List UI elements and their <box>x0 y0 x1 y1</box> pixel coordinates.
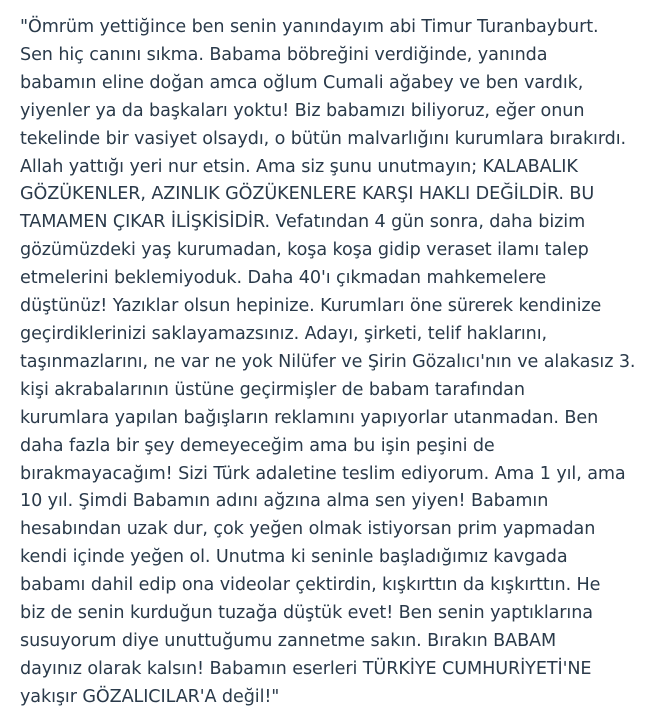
text-line: yiyenler ya da başkaları yoktu! Biz babamızı biliyoruz, eğer onun <box>20 100 585 121</box>
text-line: tekelinde bir vasiyet olsaydı, o bütün malvarlığını kurumlara bırakırdı. <box>20 128 627 149</box>
text-line: dayınız olarak kalsın! Babamın eserleri TÜRKİYE CUMHURİYETİ'NE <box>20 658 592 679</box>
text-line: geçirdiklerinizi saklayamazsınız. Adayı, şirketi, telif haklarını, <box>20 323 548 344</box>
text-line: Sen hiç canını sıkma. Babama böbreğini verdiğinde, yanında <box>20 44 548 65</box>
text-line: GÖZÜKENLER, AZINLIK GÖZÜKENLERE KARŞI HAKLI DEĞİLDİR. BU <box>20 184 595 205</box>
text-line: gözümüzdeki yaş kurumadan, koşa koşa gidip veraset ilamı talep <box>20 240 589 261</box>
text-line: babamı dahil edip ona videolar çektirdin, kışkırttın da kışkırttın. He <box>20 575 601 596</box>
text-line: "Ömrüm yettiğince ben senin yanındayım abi Timur Turanbayburt. <box>20 17 599 37</box>
text-line: susuyorum diye unuttuğumu zannetme sakın. Bırakın BABAM <box>20 630 557 651</box>
text-line: düştünüz! Yazıklar olsun hepinize. Kurumları öne sürerek kendinize <box>20 296 602 317</box>
text-line: taşınmazlarını, ne var ne yok Nilüfer ve Şirin Gözalıcı'nın ve alakasız 3. <box>20 351 636 372</box>
text-line: kişi akrabalarının üstüne geçirmişler de babam tarafından <box>20 379 525 400</box>
text-line: daha fazla bir şey demeyeceğim ama bu işin peşini de <box>20 435 495 456</box>
text-line: TAMAMEN ÇIKAR İLİŞKİSİDİR. Vefatından 4 gün sonra, daha bizim <box>20 212 586 233</box>
text-line: Allah yattığı yeri nur etsin. Ama siz şunu unutmayın; KALABALIK <box>20 156 578 177</box>
text-line: etmelerini beklemiyoduk. Daha 40'ı çıkmadan mahkemelere <box>20 268 547 289</box>
text-line: hesabından uzak dur, çok yeğen olmak istiyorsan prim yapmadan <box>20 519 596 540</box>
quote-paragraph <box>20 14 650 712</box>
text-line: kendi içinde yeğen ol. Unutma ki seninle başladığımız kavgada <box>20 547 568 568</box>
text-line: biz de senin kurduğun tuzağa düştük evet! Ben senin yaptıklarına <box>20 603 593 624</box>
text-line: kurumlara yapılan bağışların reklamını yapıyorlar utanmadan. Ben <box>20 407 599 428</box>
text-line: 10 yıl. Şimdi Babamın adını ağzına alma sen yiyen! Babamın <box>20 491 549 512</box>
text-line: yakışır GÖZALICILAR'A değil!" <box>20 686 280 707</box>
text-line: bırakmayacağım! Sizi Türk adaletine teslim ediyorum. Ama 1 yıl, ama <box>20 463 626 484</box>
text-line: babamın eline doğan amca oğlum Cumali ağabey ve ben vardık, <box>20 72 584 93</box>
